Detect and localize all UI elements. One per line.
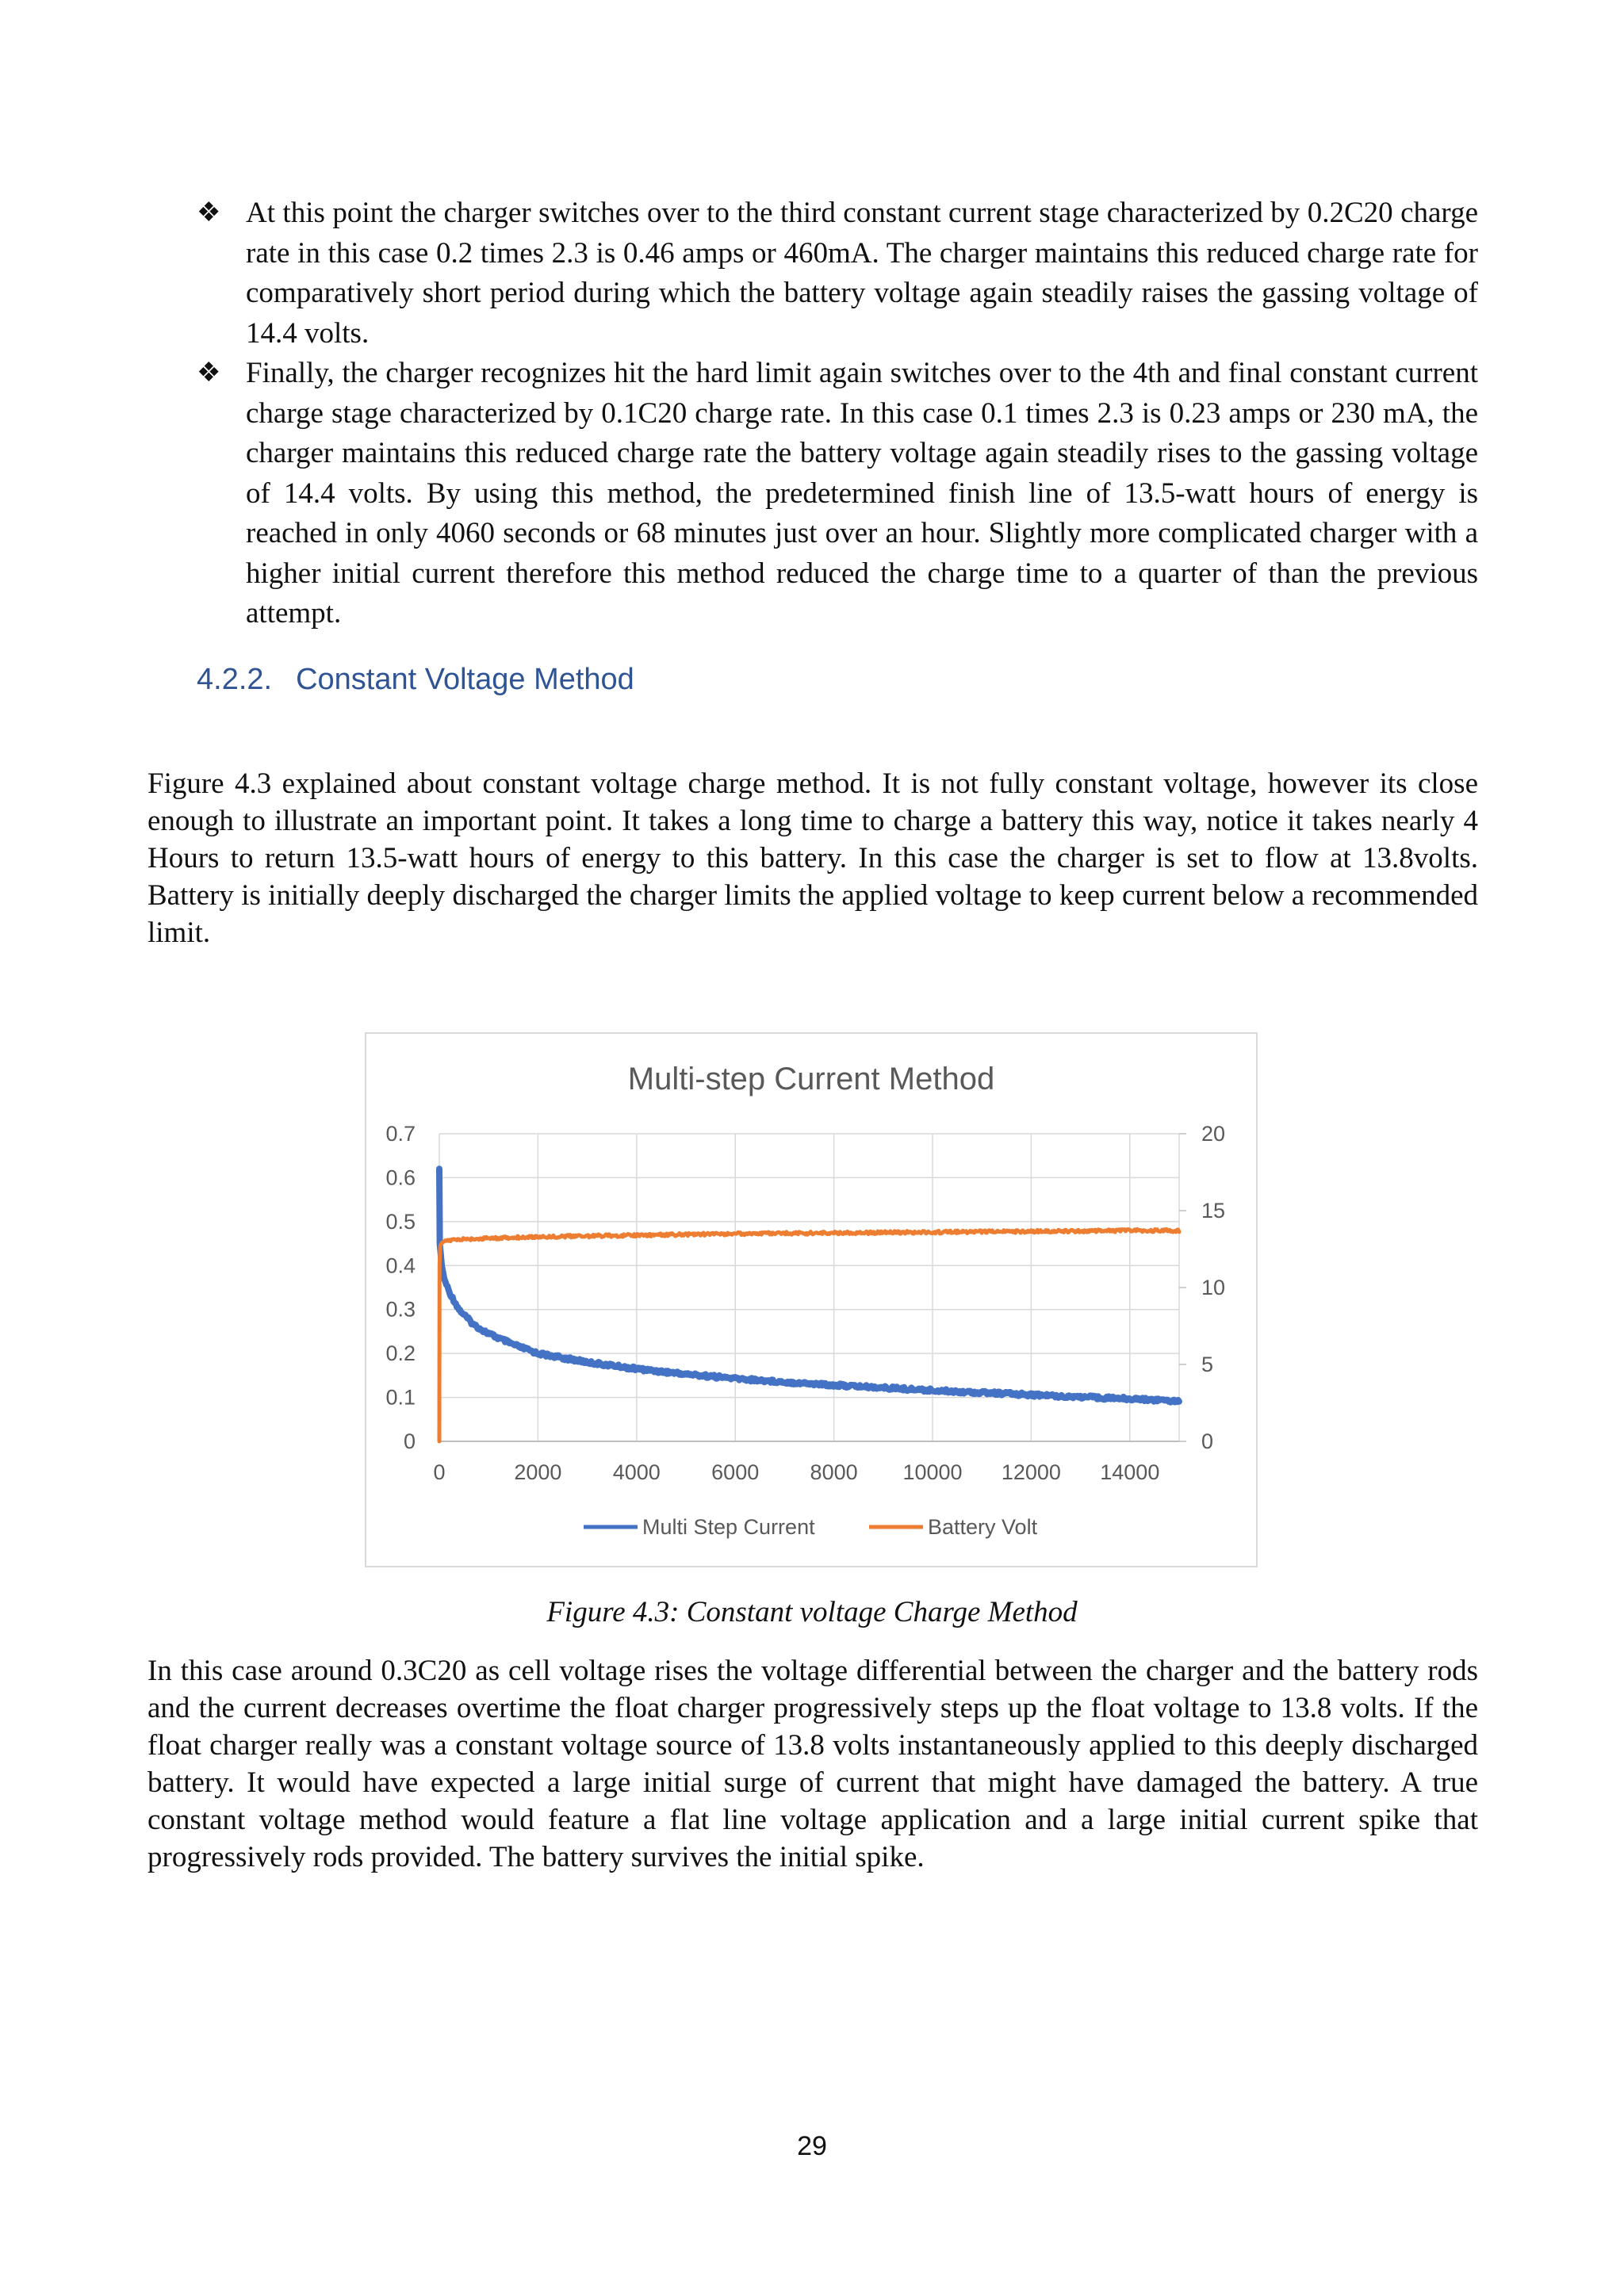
y-right-tick-label: 10 xyxy=(1201,1276,1226,1299)
chart-ticks xyxy=(385,1122,1225,1484)
y-right-tick-label: 20 xyxy=(1201,1122,1226,1146)
y-left-tick-label: 0.6 xyxy=(385,1165,416,1190)
chart-title: Multi-step Current Method xyxy=(627,1062,995,1096)
y-right-tick-label: 15 xyxy=(1201,1199,1226,1223)
x-tick-label: 0 xyxy=(433,1460,446,1484)
section-heading xyxy=(197,663,634,697)
chart-legend xyxy=(584,1515,1038,1539)
x-tick-label: 4000 xyxy=(612,1460,661,1484)
paragraph-intro: Figure 4.3 explained about constant voltage charge method. It is not fully constant voltage, however its close enough to illustrate an important point. It takes a long time to charge a battery this way, notice it takes nearly 4 Hours to return 13.5-watt hours of energy to this battery. In this case the charger is set to flow at 13.8volts. Battery is initially deeply discharged the charger limits the applied voltage to keep current below a recommended limit. xyxy=(147,767,1478,949)
section-title: Constant Voltage Method xyxy=(296,663,634,696)
y-left-tick-label: 0.2 xyxy=(385,1341,416,1366)
line-chart xyxy=(366,1034,1256,1566)
x-tick-label: 12000 xyxy=(1001,1460,1061,1484)
legend-label-current: Multi Step Current xyxy=(642,1515,815,1539)
bullet-item xyxy=(197,193,1478,354)
x-tick-label: 14000 xyxy=(1100,1460,1160,1484)
legend-label-volt: Battery Volt xyxy=(928,1515,1038,1539)
bullet-list xyxy=(197,193,1478,634)
y-left-tick-label: 0.4 xyxy=(385,1253,416,1278)
diamond-bullet-icon: ❖ xyxy=(197,358,221,388)
diamond-bullet-icon: ❖ xyxy=(197,198,221,228)
y-left-tick-label: 0 xyxy=(403,1429,416,1453)
x-tick-label: 10000 xyxy=(902,1460,963,1484)
y-right-tick-label: 0 xyxy=(1201,1429,1214,1453)
y-right-tick-label: 5 xyxy=(1201,1353,1214,1376)
chart-series xyxy=(439,1169,1179,1441)
x-tick-label: 8000 xyxy=(810,1460,858,1484)
section-number: 4.2.2. xyxy=(197,663,273,696)
chart-container xyxy=(365,1032,1258,1567)
bullet-text: At this point the charger switches over to the third constant current stage characterized by 0.2C20 charge rate in this case 0.2 times 2.3 is 0.46 amps or 460mA. The charger maintains this reduced charge rate for comparatively short period during which the battery voltage again steadily raises the gassing voltage of 14.4 volts. xyxy=(246,197,1478,350)
x-tick-label: 6000 xyxy=(711,1460,760,1484)
y-left-tick-label: 0.1 xyxy=(385,1385,416,1410)
series-line-volt xyxy=(439,1229,1179,1441)
paragraph-body: In this case around 0.3C20 as cell voltage rises the voltage differential between the charger and the battery rods and the current decreases overtime the float charger progressively steps up the float voltage to 13.8 volts. If the float charger really was a constant voltage source of 13.8 volts instantaneously applied to this deeply discharged battery. It would have expected a large initial surge of current that might have damaged the battery. A true constant voltage method would feature a flat line voltage application and a large initial current spike that progressively rods provided. The battery survives the initial spike. xyxy=(147,1655,1478,1873)
page-number: 29 xyxy=(797,2131,827,2161)
y-left-tick-label: 0.5 xyxy=(385,1209,416,1234)
y-left-tick-label: 0.3 xyxy=(385,1297,416,1322)
figure-caption: Figure 4.3: Constant voltage Charge Method xyxy=(546,1596,1078,1628)
x-tick-label: 2000 xyxy=(514,1460,562,1484)
y-left-tick-label: 0.7 xyxy=(385,1122,416,1146)
bullet-text: Finally, the charger recognizes hit the hard limit again switches over to the 4th and final constant current charge stage characterized by 0.1C20 charge rate. In this case 0.1 times 2.3 is 0.23 amps or 230 mA, the charger maintains this reduced charge rate the battery voltage again steadily rises to the gassing voltage of 14.4 volts. By using this method, the predetermined finish line of 13.5-watt hours of energy is reached in only 4060 seconds or 68 minutes just over an hour. Slightly more complicated charger with a higher initial current therefore this method reduced the charge time to a quarter of than the previous attempt. xyxy=(246,357,1478,629)
series-line-current xyxy=(439,1169,1179,1402)
bullet-item xyxy=(197,354,1478,634)
